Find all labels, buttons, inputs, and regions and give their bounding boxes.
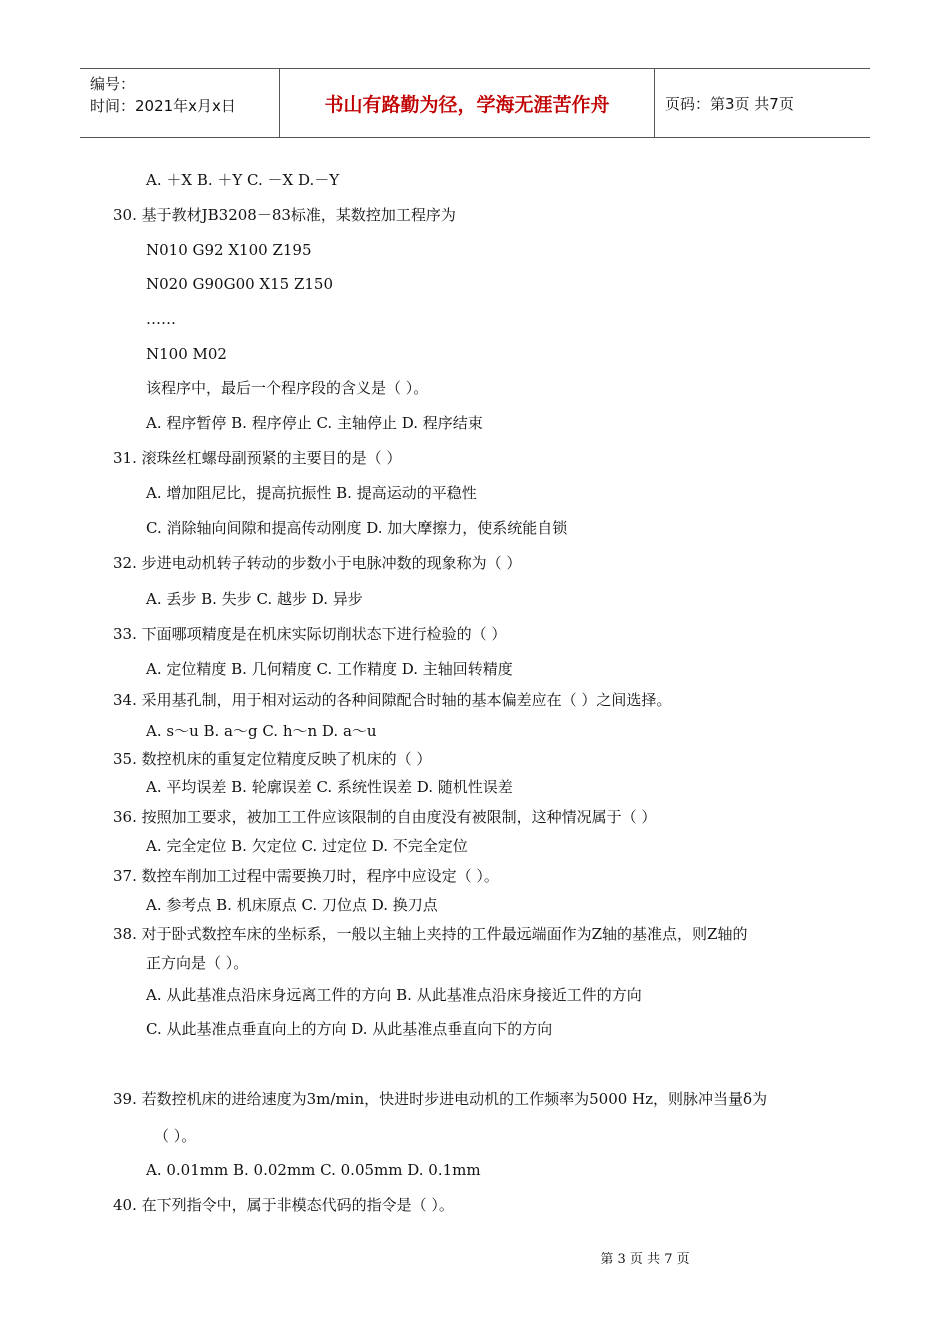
text-line: A. 0.01mm B. 0.02mm C. 0.05mm D. 0.1mm <box>146 1161 481 1179</box>
page-header <box>80 68 870 138</box>
text-line: （ ）。 <box>154 1127 197 1145</box>
text-line: …… <box>146 310 176 328</box>
header-motto: 书山有路勤为径，学海无涯苦作舟 <box>280 69 655 137</box>
page-footer: 第 3 页 共 7 页 <box>600 1252 690 1267</box>
text-line: N100 M02 <box>146 345 227 363</box>
text-line: 40. 在下列指令中，属于非模态代码的指令是（ ）。 <box>113 1196 454 1214</box>
text-line: 正方向是（ ）。 <box>146 954 249 972</box>
text-line: A. 从此基准点沿床身远离工件的方向 B. 从此基准点沿床身接近工件的方向 <box>146 986 642 1004</box>
text-line: A. 定位精度 B. 几何精度 C. 工作精度 D. 主轴回转精度 <box>146 660 513 678</box>
date-label: 时间：2021年x月x日 <box>90 97 236 115</box>
text-line: 33. 下面哪项精度是在机床实际切削状态下进行检验的（ ） <box>113 625 507 643</box>
text-line: 38. 对于卧式数控车床的坐标系，一般以主轴上夹持的工件最远端面作为Z轴的基准点，则Z轴的 <box>113 925 748 943</box>
text-line: A. 参考点 B. 机床原点 C. 刀位点 D. 换刀点 <box>146 896 438 914</box>
text-line: C. 消除轴向间隙和提高传动刚度 D. 加大摩擦力，使系统能自锁 <box>146 519 568 537</box>
text-line: A. 平均误差 B. 轮廓误差 C. 系统性误差 D. 随机性误差 <box>146 778 513 796</box>
text-line: A. 程序暂停 B. 程序停止 C. 主轴停止 D. 程序结束 <box>146 414 483 432</box>
number-label: 编号： <box>90 75 136 93</box>
text-line: 31. 滚珠丝杠螺母副预紧的主要目的是（ ） <box>113 449 402 467</box>
text-line: A. ＋X B. ＋Y C. －X D.－Y <box>146 171 340 189</box>
text-line: 35. 数控机床的重复定位精度反映了机床的（ ） <box>113 750 432 768</box>
text-line: A. 完全定位 B. 欠定位 C. 过定位 D. 不完全定位 <box>146 837 468 855</box>
text-line: N010 G92 X100 Z195 <box>146 241 312 259</box>
text-line: A. 增加阻尼比，提高抗振性 B. 提高运动的平稳性 <box>146 484 477 502</box>
text-line: 39. 若数控机床的进给速度为3m/min，快进时步进电动机的工作频率为5000 Hz，则脉冲当量δ为 <box>113 1090 768 1108</box>
text-line: 30. 基于教材JB3208－83标准，某数控加工程序为 <box>113 206 456 224</box>
text-line: N020 G90G00 X15 Z150 <box>146 275 334 293</box>
text-line: 36. 按照加工要求，被加工工件应该限制的自由度没有被限制，这种情况属于（ ） <box>113 808 657 826</box>
text-line: C. 从此基准点垂直向上的方向 D. 从此基准点垂直向下的方向 <box>146 1020 553 1038</box>
text-line: 该程序中，最后一个程序段的含义是（ ）。 <box>146 379 429 397</box>
text-line: A. s～u B. a～g C. h～n D. a～u <box>146 722 377 740</box>
text-line: A. 丢步 B. 失步 C. 越步 D. 异步 <box>146 590 363 608</box>
header-left-cell <box>80 69 280 137</box>
text-line: 37. 数控车削加工过程中需要换刀时，程序中应设定（ ）。 <box>113 867 499 885</box>
header-page-info: 页码：第3页 共7页 <box>665 94 794 113</box>
text-line: 32. 步进电动机转子转动的步数小于电脉冲数的现象称为（ ） <box>113 554 522 572</box>
text-line: 34. 采用基孔制，用于相对运动的各种间隙配合时轴的基本偏差应在（ ）之间选择。 <box>113 691 672 709</box>
